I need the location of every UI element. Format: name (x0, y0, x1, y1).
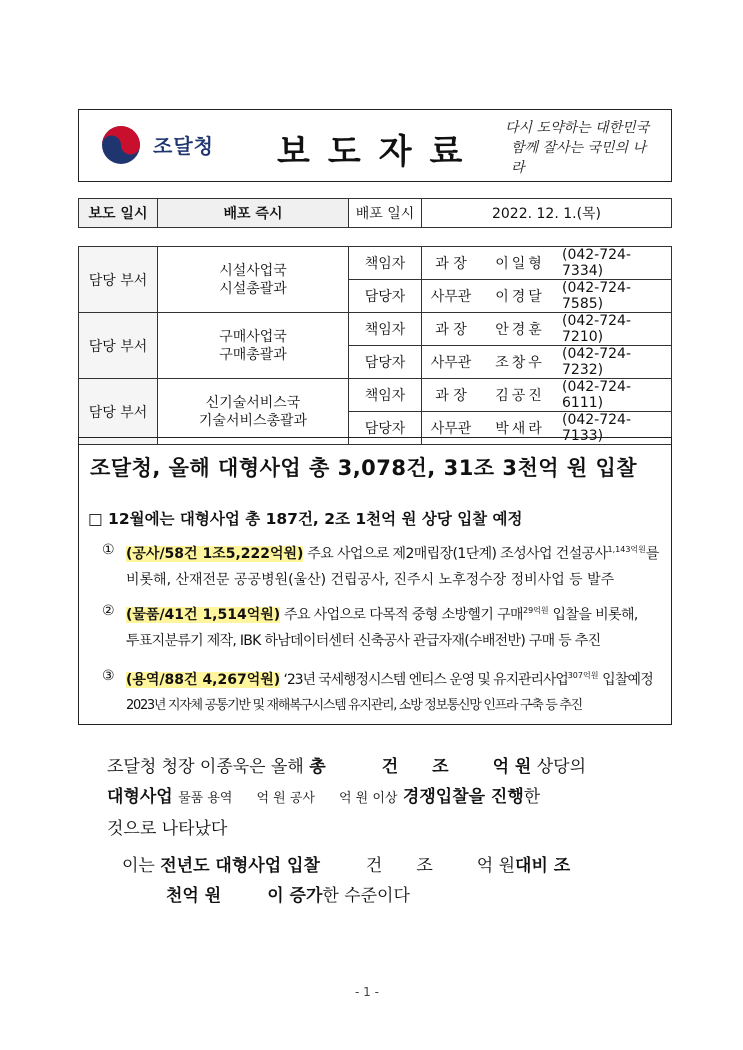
dept-label: 담당 부서 (79, 247, 158, 313)
text: 상당의 (531, 757, 587, 777)
paragraph-1 (107, 752, 672, 844)
role: 담당자 (349, 280, 422, 313)
person-name: 김공진 (480, 379, 560, 412)
release-value: 배포 즉시 (158, 199, 349, 228)
text: 이는 (122, 856, 161, 876)
text: 한 수준이다 (322, 886, 410, 906)
small-text: 억 원 공사 (256, 791, 315, 806)
agency-name: 조달청 (153, 134, 214, 158)
item-text: ‘23년 국세행정시스템 엔티스 운영 및 유지관리사업 (280, 672, 568, 688)
text: 조 (416, 856, 433, 876)
dept-label: 담당 부서 (79, 313, 158, 379)
phone: (042-724-7210) (560, 313, 672, 346)
role: 담당자 (349, 346, 422, 379)
item-text: 주요 사업으로 다목적 중형 소방헬기 구매 (280, 607, 523, 623)
release-date: 2022. 12. 1.(목) (422, 199, 672, 228)
role: 담당자 (349, 412, 422, 445)
person-name: 박새라 (480, 412, 560, 445)
item-body (126, 663, 668, 719)
bold-text: 대형사업 (107, 787, 173, 807)
item-number: ② (102, 603, 115, 619)
phone: (042-724-7334) (560, 247, 672, 280)
table-row (79, 379, 672, 412)
table-row (79, 313, 672, 346)
bold-text: 대비 조 (515, 856, 571, 876)
small-text: 억 원 이상 (338, 791, 398, 806)
role: 책임자 (349, 247, 422, 280)
taegeuk-logo-icon (100, 124, 142, 166)
table-row (79, 247, 672, 280)
position: 사무관 (422, 280, 481, 313)
position: 사무관 (422, 412, 481, 445)
item-text-end: 입찰예정 (598, 672, 653, 688)
office-bureau: 구매사업국 (219, 328, 287, 345)
paragraph-2 (122, 851, 672, 911)
item-amount: 307억원 (567, 671, 599, 680)
dept-label: 담당 부서 (79, 379, 158, 445)
contacts-table (78, 246, 672, 445)
page-title: 보도자료 (277, 132, 481, 172)
bold-text: 전년도 대형사업 입찰 (160, 856, 320, 876)
item-number: ① (102, 542, 115, 558)
distribution-label: 배포 일시 (349, 199, 422, 228)
phone: (042-724-7585) (560, 280, 672, 313)
small-text: 물품 용역 (178, 791, 233, 806)
text: 것으로 나타났다 (107, 819, 228, 839)
item-amount: 1,143억원 (607, 545, 646, 554)
bold-text: 억 원 (492, 757, 532, 777)
release-label: 보도 일시 (79, 199, 158, 228)
office-bureau: 신기술서비스국 (205, 394, 301, 411)
item-text-end: 입찰을 비롯해, (548, 607, 638, 623)
role: 책임자 (349, 379, 422, 412)
item-number: ③ (102, 668, 115, 684)
subheadline: □ 12월에는 대형사업 총 187건, 2조 1천억 원 상당 입찰 예정 (88, 510, 523, 528)
page-number: - 1 - (355, 985, 379, 999)
office-bureau: 시설사업국 (219, 262, 287, 279)
slogan-line-1: 다시 도약하는 대한민국 (505, 120, 650, 136)
office-division: 시설총괄과 (219, 280, 287, 297)
person-name: 이경달 (480, 280, 560, 313)
office-division: 기술서비스총괄과 (198, 412, 308, 429)
role: 책임자 (349, 313, 422, 346)
item-highlight: (물품/41건 1,514억원) (126, 607, 281, 623)
office-division: 구매총괄과 (219, 346, 287, 363)
person-name: 이일형 (480, 247, 560, 280)
headline: 조달청, 올해 대형사업 총 3,078건, 31조 3천억 원 입찰 (90, 456, 638, 480)
item-text: 주요 사업으로 제2매립장(1단계) 조성사업 건설공사 (303, 546, 608, 562)
bold-text: 건 (381, 757, 399, 777)
text: 조달청 청장 이종욱은 올해 (107, 757, 310, 777)
phone: (042-724-6111) (560, 379, 672, 412)
item-text-line2: 2023년 지자체 공통기반 및 재해복구시스템 유지관리, 소방 정보통신망 인프라 구축 등 추진 (126, 698, 582, 713)
item-text-line2: 투표지분류기 제작, IBK 하남데이터센터 신축공사 관급자재(수배전반) 구매 등 추진 (126, 633, 601, 649)
office-name (158, 247, 349, 313)
phone: (042-724-7133) (560, 412, 672, 445)
item-text-end: 를 (645, 546, 660, 562)
position: 과 장 (422, 313, 481, 346)
release-table (78, 198, 672, 228)
person-name: 조창우 (480, 346, 560, 379)
office-name (158, 379, 349, 445)
bold-text: 이 증가 (267, 886, 323, 906)
text: 한 (523, 787, 541, 807)
slogan-line-2: 함께 잘사는 국민의 나라 (511, 140, 647, 176)
position: 과 장 (422, 379, 481, 412)
item-body (126, 598, 668, 654)
item-text-line2: 비롯해, 산재전문 공공병원(울산) 건립공사, 진주시 노후정수장 정비사업 등 발주 (126, 572, 615, 588)
person-name: 안경훈 (480, 313, 560, 346)
text: 억 원 (476, 856, 516, 876)
item-body (126, 537, 668, 593)
slogan (505, 118, 655, 178)
item-highlight: (공사/58건 1조5,222억원) (126, 546, 304, 562)
phone: (042-724-7232) (560, 346, 672, 379)
bold-text: 천억 원 (166, 886, 222, 906)
item-amount: 29억원 (522, 606, 549, 615)
office-name (158, 313, 349, 379)
position: 사무관 (422, 346, 481, 379)
item-highlight: (용역/88건 4,267억원) (126, 672, 281, 688)
bold-text: 조 (432, 757, 449, 777)
bold-text: 경쟁입찰을 진행 (402, 787, 524, 807)
bold-text: 총 (309, 757, 326, 777)
position: 과 장 (422, 247, 481, 280)
text: 건 (365, 856, 383, 876)
